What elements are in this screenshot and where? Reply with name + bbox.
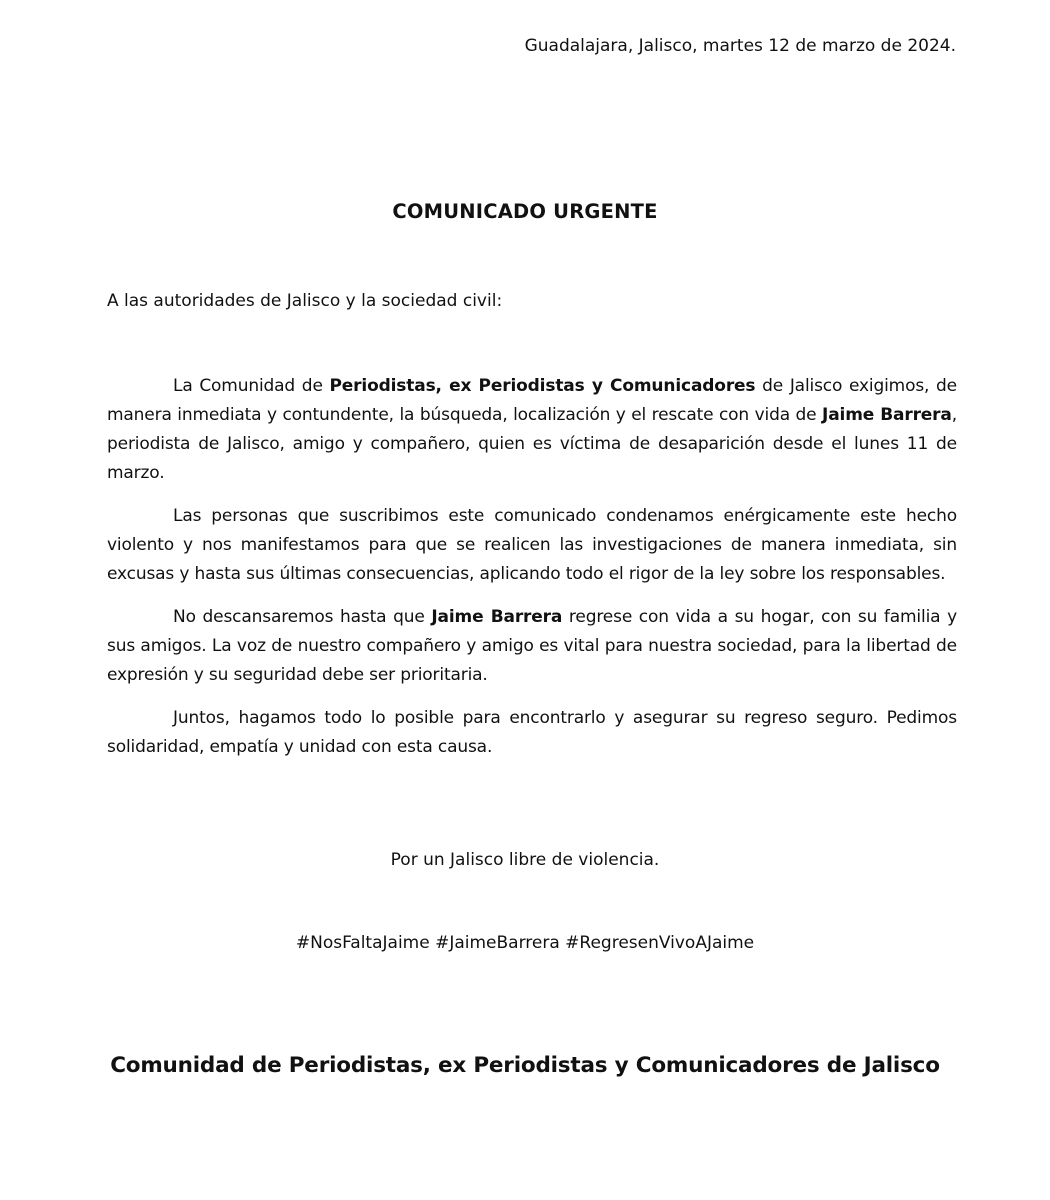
body-paragraph — [107, 704, 957, 762]
date-line: Guadalajara, Jalisco, martes 12 de marzo de 2024. — [524, 36, 956, 56]
paragraph-text: Juntos, hagamos todo lo posible para encontrarlo y asegurar su regreso seguro. Pedimos solidaridad, empatía y unidad con esta causa. — [107, 708, 957, 757]
salutation: A las autoridades de Jalisco y la sociedad civil: — [107, 291, 503, 311]
paragraph-text: No descansaremos hasta que — [173, 607, 432, 627]
bold-text: Periodistas, ex Periodistas y Comunicadores — [329, 376, 756, 396]
body-paragraph — [107, 502, 957, 589]
hashtags: #NosFaltaJaime #JaimeBarrera #RegresenVivoAJaime — [295, 933, 755, 953]
paragraph-text: Las personas que suscribimos este comunicado condenamos enérgicamente este hecho violento y nos manifestamos para que se realicen las investigaciones de manera inmediata, sin excusas y hasta sus últimas consecuencias, aplicando todo el rigor de la ley sobre los responsables. — [107, 506, 957, 584]
signature: Comunidad de Periodistas, ex Periodistas y Comunicadores de Jalisco — [110, 1053, 940, 1078]
paragraph-text: , periodista de Jalisco, amigo y compañero, quien es víctima de desaparición desde el lunes 11 de marzo. — [107, 405, 958, 483]
body-paragraph — [107, 372, 957, 488]
paragraph-text: La Comunidad de — [173, 376, 330, 396]
document-title: COMUNICADO URGENTE — [392, 200, 658, 223]
bold-text: Jaime Barrera — [822, 405, 952, 425]
paragraph-text: de Jalisco exigimos, de manera inmediata y contundente, la búsqueda, localización y el rescate con vida de — [107, 376, 957, 425]
document-body — [107, 372, 957, 776]
bold-text: Jaime Barrera — [431, 607, 563, 627]
closing-line: Por un Jalisco libre de violencia. — [390, 850, 660, 870]
body-paragraph — [107, 603, 957, 690]
paragraph-text: regrese con vida a su hogar, con su familia y sus amigos. La voz de nuestro compañero y amigo es vital para nuestra sociedad, para la libertad de expresión y su seguridad debe ser prioritaria. — [107, 607, 958, 685]
